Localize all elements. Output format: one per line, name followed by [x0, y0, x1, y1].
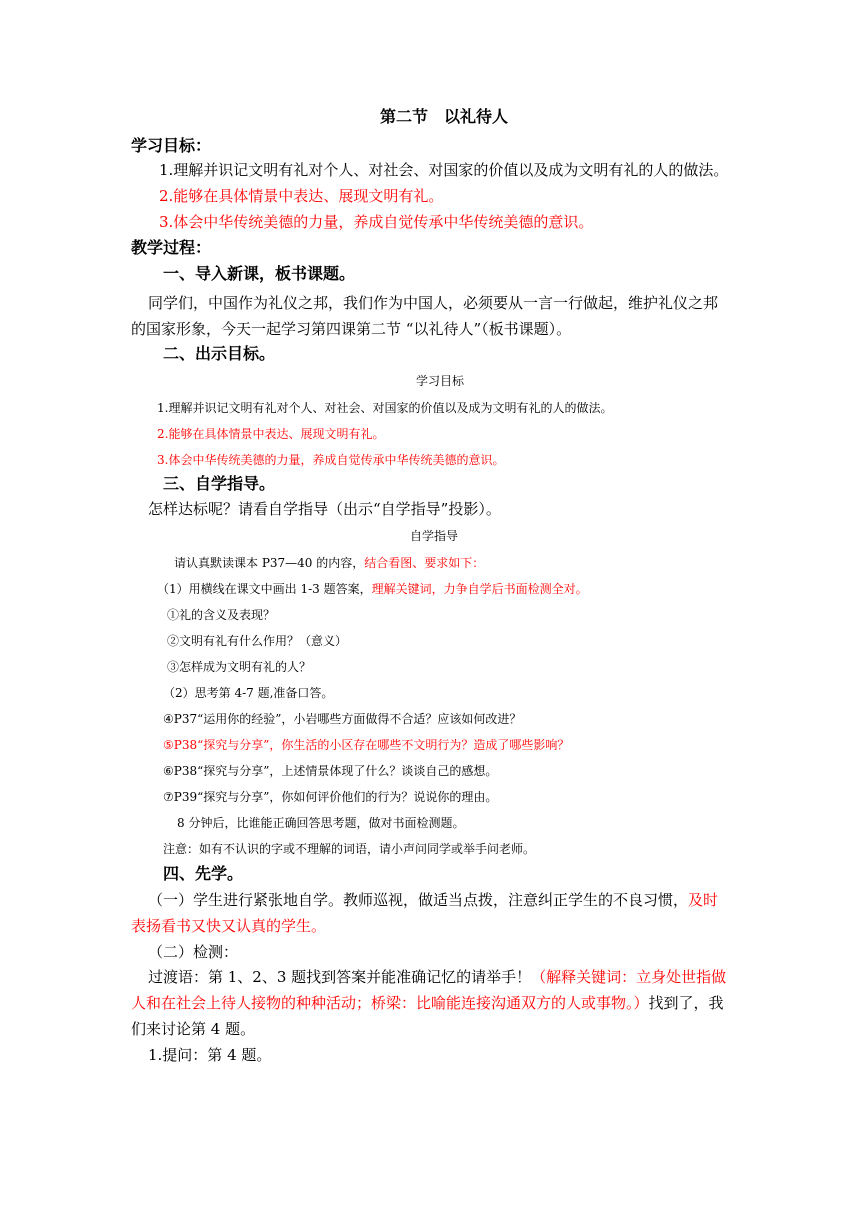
paragraph-highlight: （解释关键词：立身处世指做 [531, 968, 727, 986]
section-4-paragraph-1-line-2: 表扬看书又快又认真的学生。 [131, 917, 327, 935]
slide-question-1 [157, 583, 588, 595]
slide-timing-note: 8 分钟后，比谁能正确回答思考题，做对书面检测题。 [177, 816, 465, 830]
process-heading: 教学过程： [131, 238, 212, 257]
slide-subquestion-3: ③怎样成为文明有礼的人？ [167, 660, 312, 674]
slide-title: 学习目标 [416, 374, 465, 388]
section-4-paragraph-3-line-1 [148, 970, 726, 985]
section-4-paragraph-4: 1.提问：第 4 题。 [148, 1046, 272, 1064]
slide-title: 自学指导 [410, 529, 459, 543]
section-1-heading: 一、导入新课，板书课题。 [163, 264, 356, 283]
page-title: 第二节 以礼待人 [380, 107, 509, 126]
section-4-paragraph-2: （二）检测： [148, 943, 239, 961]
section-3-heading: 三、自学指导。 [163, 474, 276, 493]
slide-item-2: 2.能够在具体情景中表达、展现文明有礼。 [157, 427, 385, 441]
question-1-highlight: 理解关键词，力争自学后书面检测全对。 [371, 582, 588, 596]
slide-subquestion-2: ②文明有礼有什么作用？（意义） [167, 634, 348, 648]
objective-item-3: 3.体会中华传统美德的力量，养成自觉传承中华传统美德的意识。 [159, 213, 594, 231]
paragraph-text: （一）学生进行紧张地自学。教师巡视，做适当点拨，注意纠正学生的不良习惯， [148, 891, 689, 909]
slide-item-1: 1.理解并识记文明有礼对个人、对社会、对国家的价值以及成为文明有礼的人的做法。 [157, 401, 613, 415]
section-3-intro: 怎样达标呢？请看自学指导（出示“自学指导”投影）。 [148, 500, 501, 518]
paragraph-text: 过渡语：第 1、2、3 题找到答案并能准确记忆的请举手！ [148, 968, 532, 986]
slide-question-2: （2）思考第 4-7 题,准备口答。 [163, 686, 334, 700]
section-2-heading: 二、出示目标。 [163, 344, 276, 363]
section-4-paragraph-1-line-1 [148, 893, 718, 908]
slide-subquestion-4: ④P37“运用你的经验”，小岩哪些方面做得不合适？应该如何改进？ [163, 712, 522, 726]
objectives-heading: 学习目标： [131, 136, 212, 155]
slide-subquestion-7: ⑦P39“探究与分享”，你如何评价他们的行为？说说你的理由。 [163, 790, 498, 804]
section-1-paragraph-line-2: 的国家形象，今天一起学习第四课第二节 “以礼待人”（板书课题）。 [131, 320, 572, 338]
slide-subquestion-5: ⑤P38“探究与分享”，你生活的小区存在哪些不文明行为？造成了哪些影响？ [163, 738, 570, 752]
section-1-paragraph-line-1: 同学们，中国作为礼仪之邦，我们作为中国人，必须要从一言一行做起，维护礼仪之邦 [148, 294, 719, 312]
section-4-heading: 四、先学。 [163, 864, 244, 883]
objective-item-2: 2.能够在具体情景中表达、展现文明有礼。 [159, 187, 444, 205]
slide-intro [174, 557, 484, 569]
paragraph-highlight: 及时 [688, 891, 719, 909]
slide-attention-note: 注意：如有不认识的字或不理解的词语，请小声问同学或举手问老师。 [163, 842, 536, 856]
objective-item-1: 1.理解并识记文明有礼对个人、对社会、对国家的价值以及成为文明有礼的人的做法。 [159, 161, 729, 179]
question-1-text: （1）用横线在课文中画出 1-3 题答案， [157, 582, 372, 596]
slide-subquestion-6: ⑥P38“探究与分享”，上述情景体现了什么？谈谈自己的感想。 [163, 764, 498, 778]
slide-intro-text: 请认真默读课本 P37—40 的内容， [174, 556, 365, 570]
slide-subquestion-1: ①礼的含义及表现？ [167, 608, 276, 622]
paragraph-highlight: 人和在社会上待人接物的种种活动；桥梁：比喻能连接沟通双方的人或事物。） [131, 994, 649, 1012]
slide-item-3: 3.体会中华传统美德的力量，养成自觉传承中华传统美德的意识。 [157, 453, 505, 467]
section-4-paragraph-3-line-3: 们来讨论第 4 题。 [131, 1020, 256, 1038]
section-4-paragraph-3-line-2 [131, 996, 724, 1011]
slide-intro-highlight: 结合看图、要求如下： [364, 556, 485, 570]
paragraph-text: 找到了，我 [648, 994, 724, 1012]
